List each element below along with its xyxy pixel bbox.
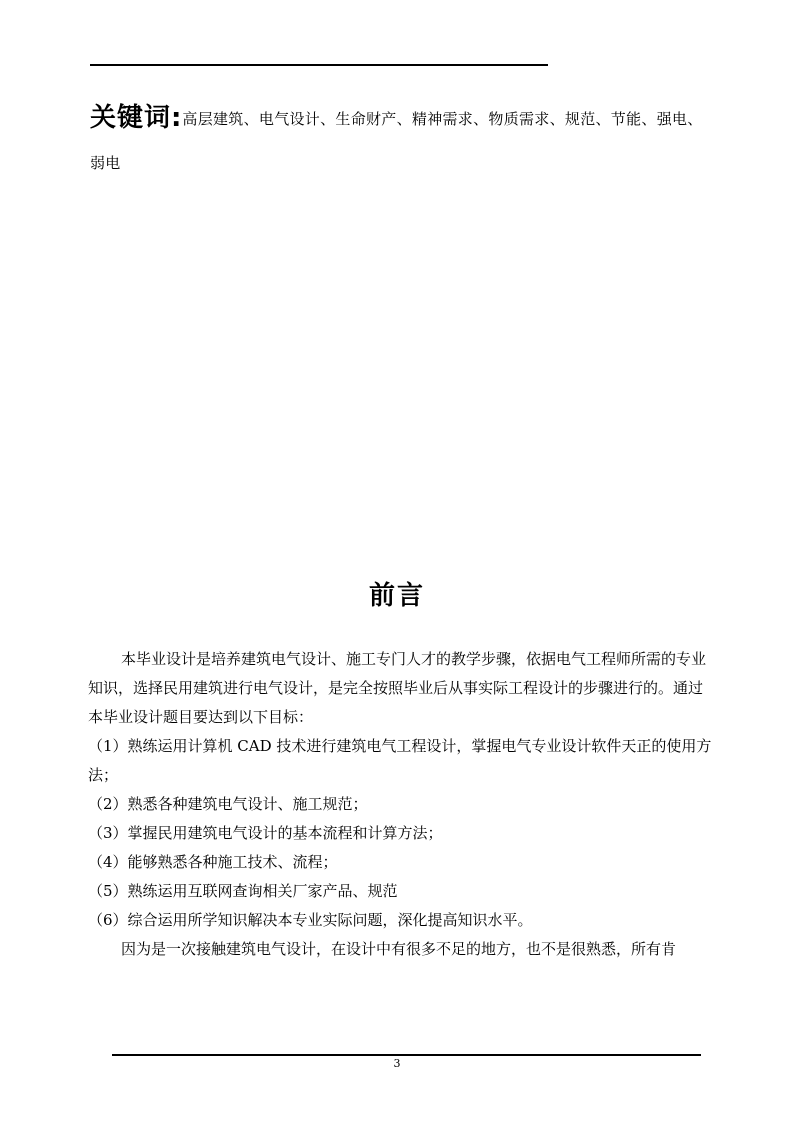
closing-paragraph: 因为是一次接触建筑电气设计，在设计中有很多不足的地方，也不是很熟悉，所有肯 bbox=[121, 940, 677, 958]
header-rule bbox=[90, 64, 548, 66]
goal-item-1: （1）熟练运用计算机 CAD 技术进行建筑电气工程设计，掌握电气专业设计软件天正的使用方法； bbox=[88, 737, 712, 784]
keywords-section bbox=[90, 96, 715, 185]
keywords-label: 关键词: bbox=[90, 103, 183, 133]
goal-item-6: （6）综合运用所学知识解决本专业实际问题，深化提高知识水平。 bbox=[88, 911, 533, 929]
preface-body bbox=[88, 645, 716, 964]
preface-paragraph: 本毕业设计是培养建筑电气设计、施工专门人才的教学步骤，依据电气工程师所需的专业知识，选择民用建筑进行电气设计，是完全按照毕业后从事实际工程设计的步骤进行的。通过本毕业设计题目要达到以下目标： bbox=[88, 650, 707, 726]
goal-item-5: （5）熟练运用互联网查询相关厂家产品、规范 bbox=[88, 882, 398, 900]
footer-rule bbox=[112, 1054, 701, 1056]
page-number: 3 bbox=[393, 1057, 401, 1070]
keywords-text: 高层建筑、电气设计、生命财产、精神需求、物质需求、规范、节能、强电、弱电 bbox=[90, 110, 703, 172]
goal-item-4: （4）能够熟悉各种施工技术、流程； bbox=[88, 853, 338, 871]
goal-item-2: （2）熟悉各种建筑电气设计、施工规范； bbox=[88, 795, 368, 813]
preface-title: 前言 bbox=[368, 581, 425, 611]
goal-item-3: （3）掌握民用建筑电气设计的基本流程和计算方法； bbox=[88, 824, 443, 842]
